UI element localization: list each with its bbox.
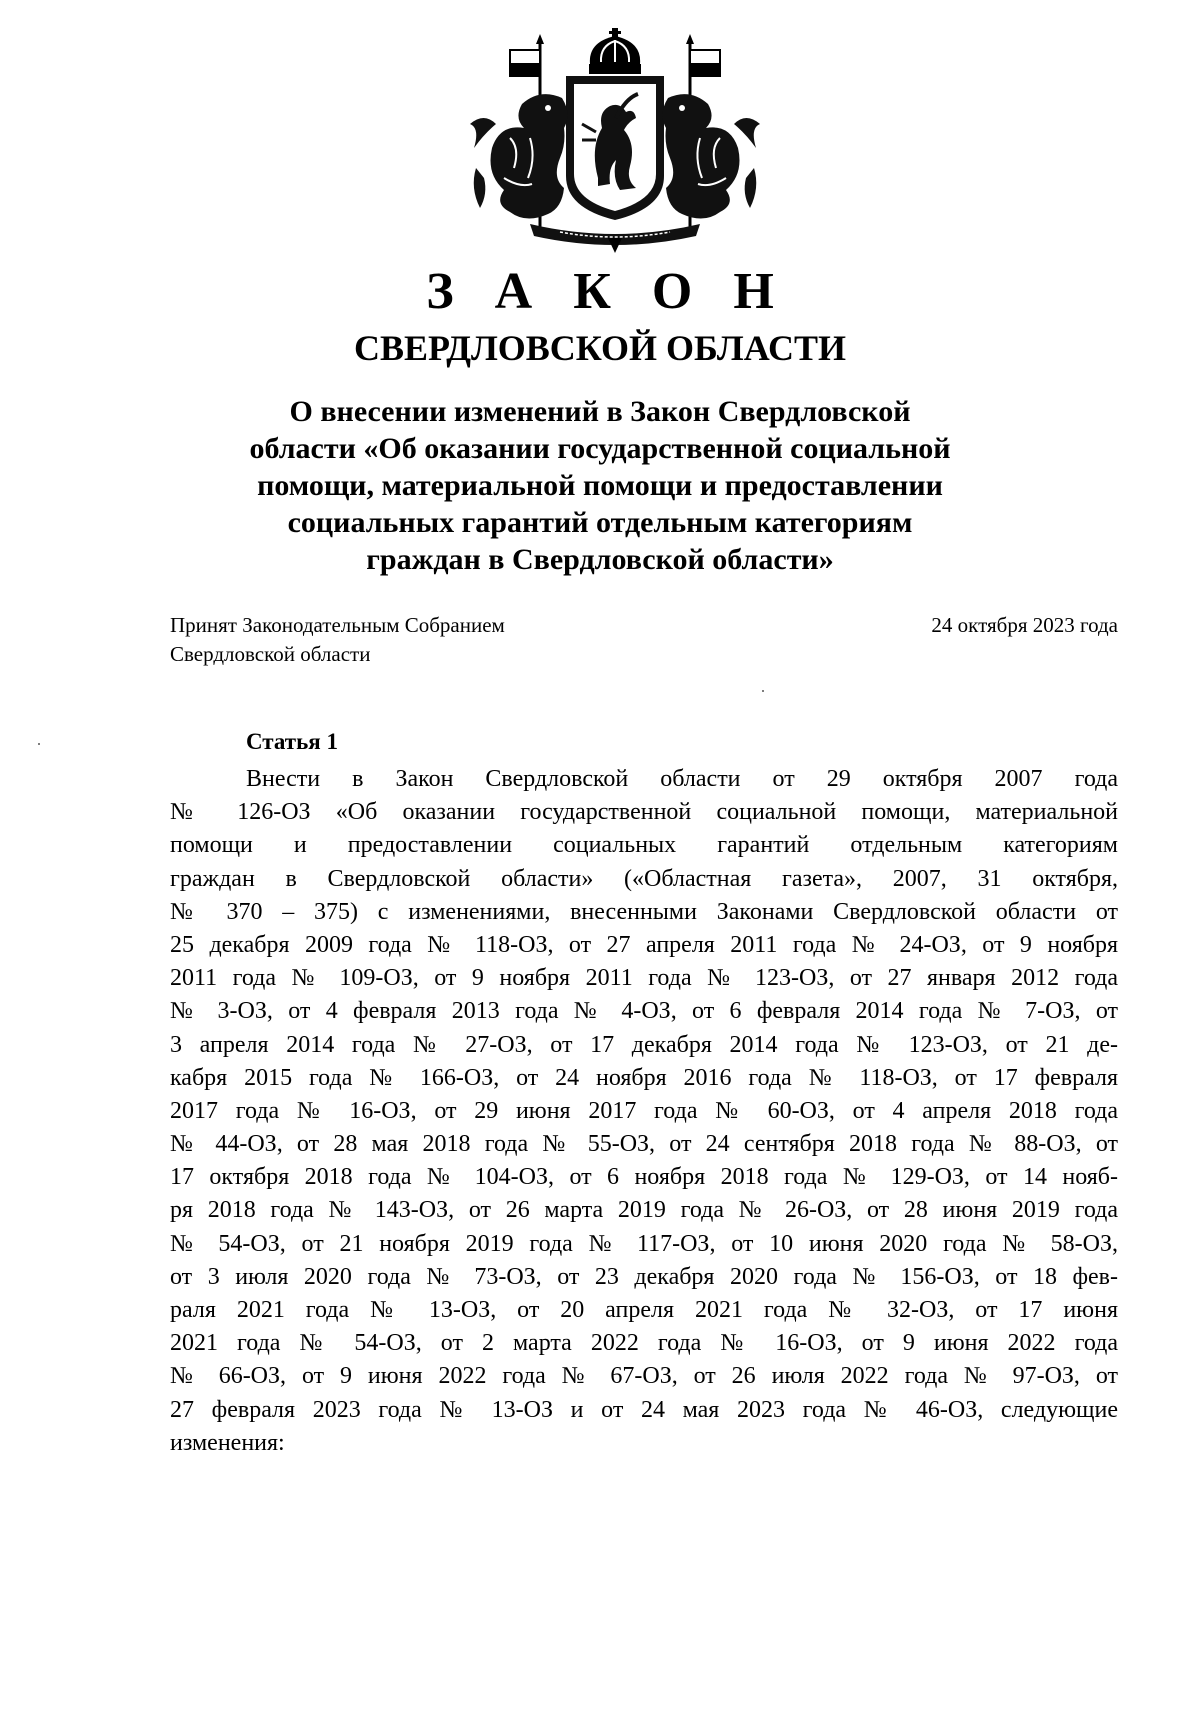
- law-name-line: О внесении изменений в Закон Свердловской: [289, 395, 911, 428]
- shield-icon: [566, 76, 664, 220]
- law-name-line: граждан в Свердловской области»: [366, 543, 834, 576]
- adoption-authority: [170, 611, 505, 669]
- coat-of-arms-icon: [470, 28, 760, 253]
- body-line: ря 2018 года № 143-ОЗ, от 26 марта 2019 года № 26-ОЗ, от 28 июня 2019 года: [170, 1197, 1118, 1224]
- article-body: [170, 763, 1118, 1460]
- document-title: З А К О Н: [426, 263, 788, 320]
- body-line: 25 декабря 2009 года № 118-ОЗ, от 27 апреля 2011 года № 24-ОЗ, от 9 ноября: [170, 931, 1118, 958]
- body-line: Внести в Закон Свердловской области от 29 октября 2007 года: [246, 766, 1118, 792]
- body-line: № 54-ОЗ, от 21 ноября 2019 года № 117-ОЗ, от 10 июня 2020 года № 58-ОЗ,: [170, 1230, 1118, 1257]
- body-line: 2011 года № 109-ОЗ, от 9 ноября 2011 года № 123-ОЗ, от 27 января 2012 года: [170, 965, 1118, 992]
- body-line: 17 октября 2018 года № 104-ОЗ, от 6 ноября 2018 года № 129-ОЗ, от 14 нояб-: [170, 1164, 1118, 1191]
- body-line: от 3 июля 2020 года № 73-ОЗ, от 23 декабря 2020 года № 156-ОЗ, от 18 фев-: [170, 1263, 1118, 1290]
- body-line: № 126-ОЗ «Об оказании государственной социальной помощи, материальной: [170, 799, 1118, 826]
- adoption-date: 24 октября 2023 года: [931, 613, 1118, 637]
- body-line: № 3-ОЗ, от 4 февраля 2013 года № 4-ОЗ, от 6 февраля 2014 года № 7-ОЗ, от: [170, 998, 1118, 1025]
- body-line: кабря 2015 года № 166-ОЗ, от 24 ноября 2016 года № 118-ОЗ, от 17 февраля: [170, 1064, 1118, 1091]
- law-name: [200, 393, 1000, 578]
- body-line: изменения:: [170, 1429, 285, 1456]
- law-name-line: области «Об оказании государственной социальной: [249, 432, 951, 465]
- body-line: раля 2021 года № 13-ОЗ, от 20 апреля 2021 года № 32-ОЗ, от 17 июня: [170, 1297, 1118, 1323]
- scan-speck: [38, 743, 40, 745]
- body-line: 3 апреля 2014 года № 27-ОЗ, от 17 декабря 2014 года № 123-ОЗ, от 21 де-: [170, 1031, 1118, 1058]
- adoption-authority-line: Принят Законодательным Собранием: [170, 613, 505, 637]
- body-line: помощи и предоставлении социальных гарантий отдельным категориям: [170, 832, 1118, 859]
- body-line: граждан в Свердловской области» («Областная газета», 2007, 31 октября,: [170, 865, 1118, 892]
- law-name-line: помощи, материальной помощи и предоставлении: [257, 469, 943, 502]
- body-line: 2017 года № 16-ОЗ, от 29 июня 2017 года № 60-ОЗ, от 4 апреля 2018 года: [170, 1097, 1118, 1124]
- body-line: № 66-ОЗ, от 9 июня 2022 года № 67-ОЗ, от 26 июля 2022 года № 97-ОЗ, от: [170, 1363, 1118, 1390]
- adoption-authority-line: Свердловской области: [170, 642, 371, 666]
- document-subtitle: СВЕРДЛОВСКОЙ ОБЛАСТИ: [354, 328, 846, 368]
- body-line: 27 февраля 2023 года № 13-ОЗ и от 24 мая 2023 года № 46-ОЗ, следующие: [170, 1396, 1118, 1423]
- body-line: № 370 – 375) с изменениями, внесенными Законами Свердловской области от: [170, 898, 1118, 925]
- body-line: 2021 года № 54-ОЗ, от 2 марта 2022 года № 16-ОЗ, от 9 июня 2022 года: [170, 1330, 1118, 1357]
- body-line: № 44-ОЗ, от 28 мая 2018 года № 55-ОЗ, от 24 сентября 2018 года № 88-ОЗ, от: [170, 1131, 1118, 1158]
- ribbon-icon: [530, 224, 700, 253]
- crown-icon: [589, 28, 641, 74]
- right-griffin-icon: [662, 94, 760, 218]
- law-name-line: социальных гарантий отдельным категориям: [287, 506, 913, 539]
- scan-speck: [762, 690, 764, 692]
- article-heading: Статья 1: [246, 729, 338, 754]
- left-griffin-icon: [470, 94, 568, 218]
